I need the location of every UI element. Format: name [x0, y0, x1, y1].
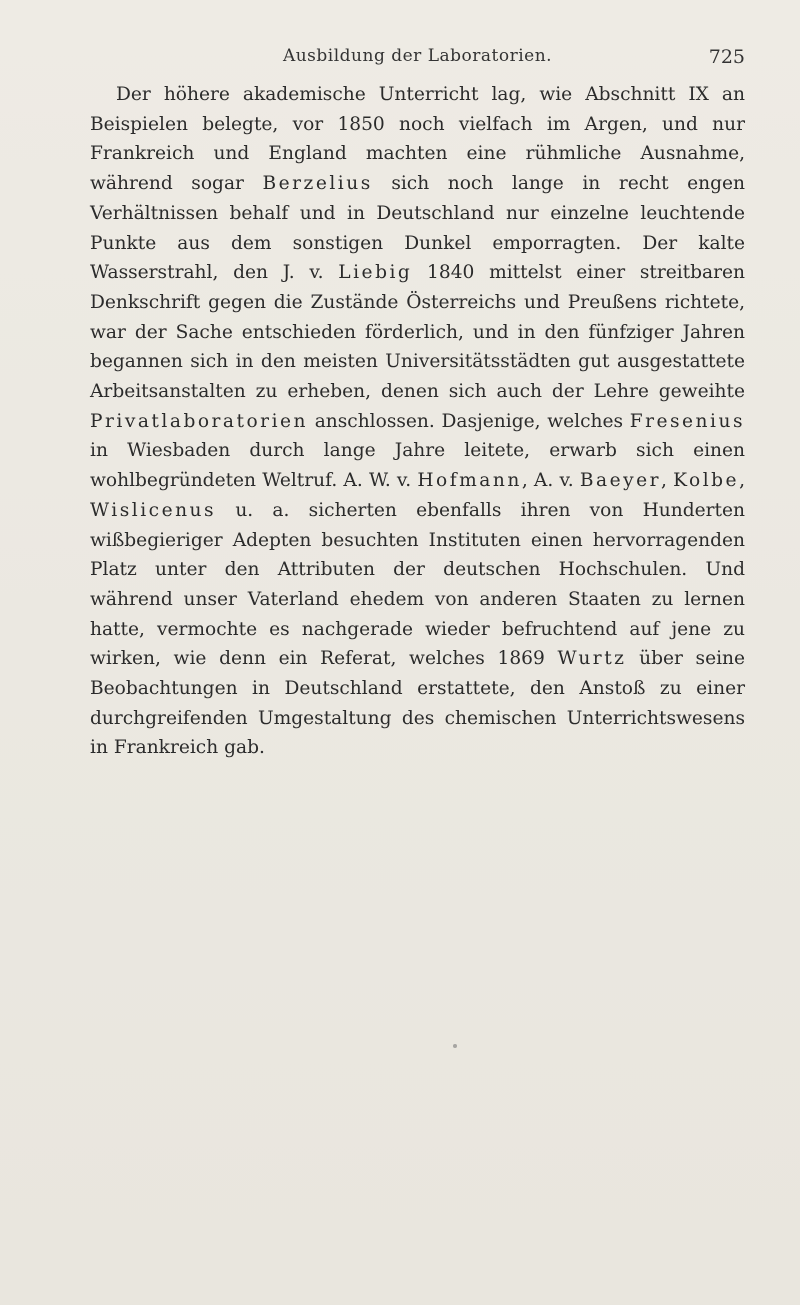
body-paragraph — [90, 80, 745, 763]
person-name-fresenius: Fresenius — [629, 410, 745, 432]
running-title: Ausbildung der Laboratorien. — [282, 46, 553, 66]
person-name-liebig: Liebig — [338, 262, 413, 284]
term-private-laboratories: Privatlaboratorien — [90, 410, 308, 432]
text-segment: sich noch lange in recht engen Verhältnissen behalf und in Deutschland nur einzelne leuchtende Punkte aus dem sonstigen Dunkel emporragten. Der kalte Wasserstrahl, den J. v. — [90, 173, 745, 284]
text-segment: , — [739, 470, 745, 492]
paper-speck — [453, 1044, 457, 1048]
person-name-baeyer: Baeyer — [579, 470, 662, 492]
text-segment: , A. v. — [521, 470, 580, 492]
text-segment: u. a. sicherten ebenfalls ihren von Hunderten wißbegieriger Adepten besuchten Instituten einen hervorragenden Platz unter den Attributen der deutschen Hochschulen. Und während unser Vaterland ehedem von anderen Staaten zu lernen hatte, vermochte es nachgerade wieder befruchtend auf jene zu wirken, wie denn ein Referat, welches 1869 — [90, 499, 745, 670]
text-segment: über seine Beobachtungen in Deutschland erstattete, den Anstoß zu einer durchgreifenden Umgestaltung des chemischen Unterrichtswesens in Frankreich gab. — [90, 648, 746, 759]
text-segment: anschlossen. Dasjenige, welches — [308, 410, 630, 432]
person-name-wurtz: Wurtz — [557, 648, 627, 670]
page-number: 725 — [708, 46, 745, 68]
person-name-hofmann: Hofmann — [417, 470, 522, 492]
person-name-berzelius: Berzelius — [262, 173, 373, 195]
person-name-kolbe: Kolbe — [673, 470, 740, 492]
person-name-wislicenus: Wislicenus — [90, 499, 217, 521]
text-segment: in Wiesbaden durch lange Jahre leitete, erwarb sich einen wohlbegründeten Weltruf. A. W. v. — [90, 440, 745, 492]
text-segment: 1840 mittelst einer streitbaren Denkschrift gegen die Zustände Österreichs und Preußens richtete, war der Sache entschieden förderlich, und in den fünfziger Jahren begannen sich in den meisten Universitätsstädten gut ausgestattete Arbeitsanstalten zu erheben, denen sich auch der Lehre geweihte — [90, 262, 746, 403]
running-header — [90, 46, 745, 76]
text-segment: Der höhere akademische Unterricht lag, wie Abschnitt IX an Beispielen belegte, vor 1850 noch vielfach im Argen, und nur Frankreich und England machten eine rühmliche Ausnahme, während sogar — [90, 84, 745, 195]
text-segment: , — [661, 470, 674, 492]
